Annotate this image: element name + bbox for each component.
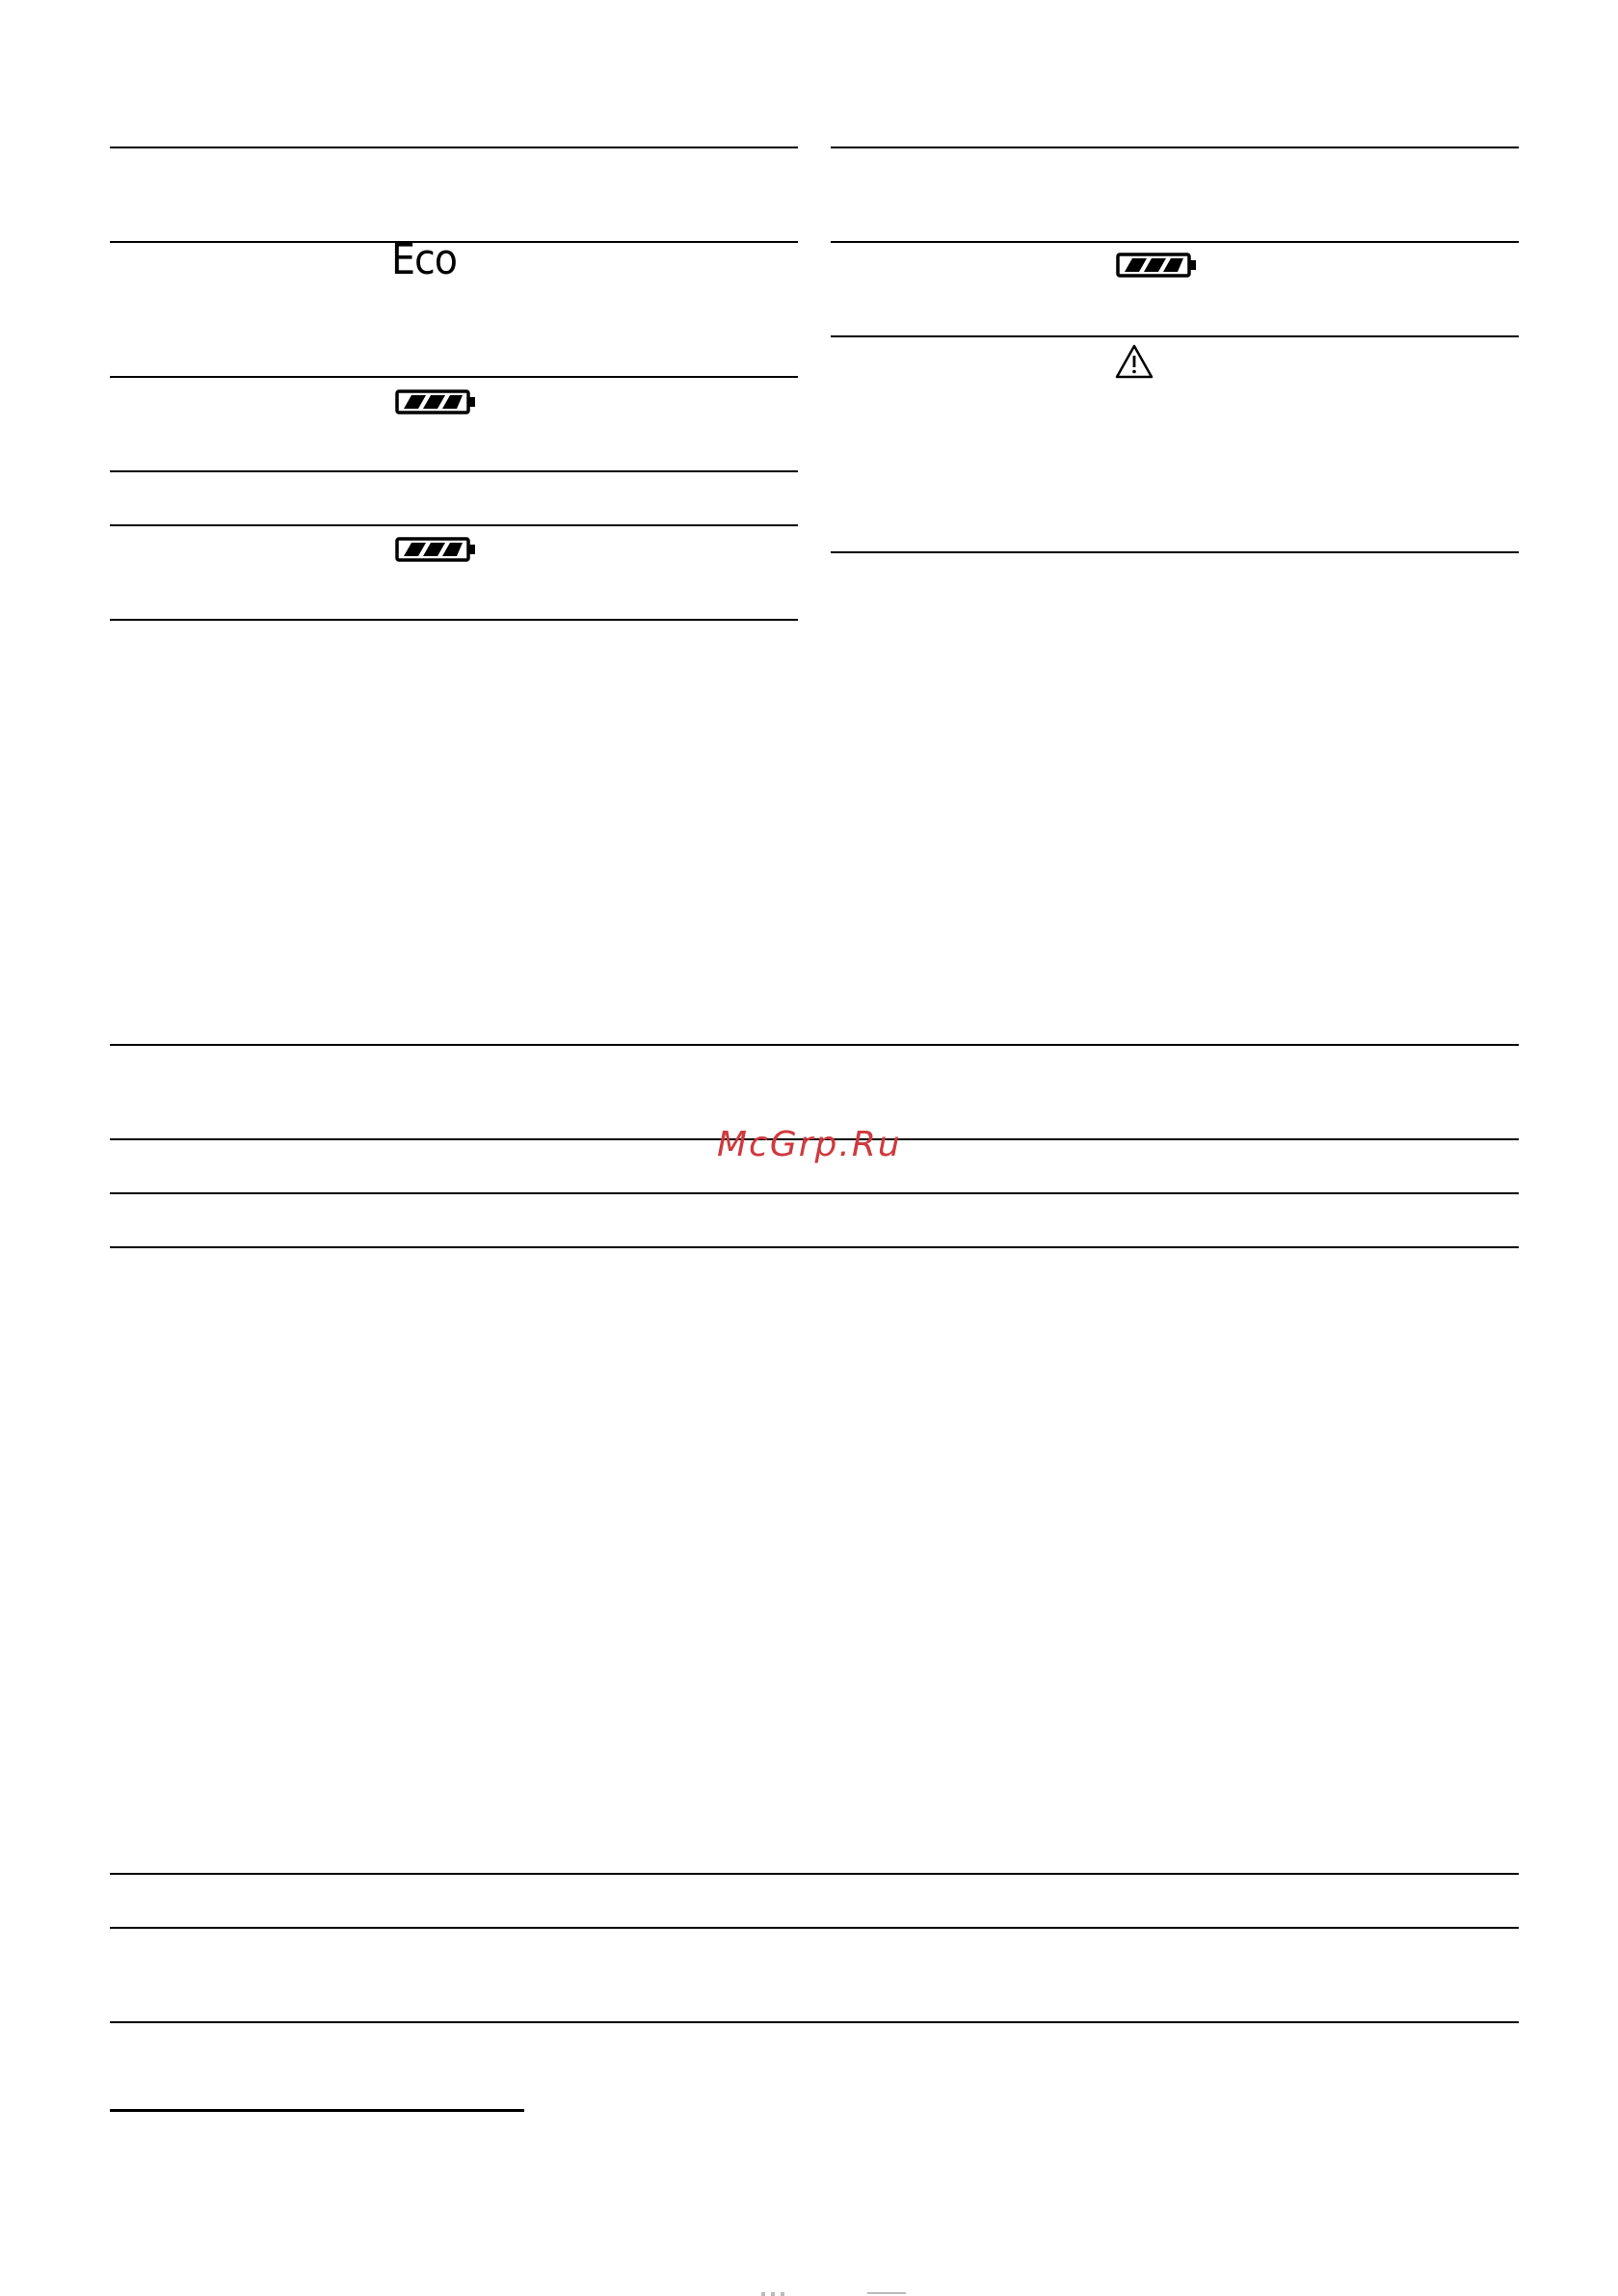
- table-rule: [831, 241, 1519, 243]
- page-footer-marks: [752, 2290, 925, 2296]
- table-rule: [831, 551, 1519, 553]
- table-rule: [110, 2021, 1519, 2023]
- table-rule: [110, 1192, 1519, 1194]
- battery-full-icon: [1116, 253, 1199, 278]
- table-rule: [110, 1927, 1519, 1929]
- table-rule: [110, 1246, 1519, 1248]
- table-rule: [110, 524, 798, 526]
- table-rule: [831, 147, 1519, 148]
- table-rule: [110, 619, 798, 621]
- warning-triangle-icon: [1114, 343, 1154, 380]
- table-rule: [110, 1873, 1519, 1875]
- table-rule: [831, 335, 1519, 337]
- table-rule: [110, 376, 798, 378]
- footnote-separator: [110, 2109, 524, 2112]
- eco-mode-label: Eco: [391, 235, 457, 284]
- table-rule: [110, 147, 798, 148]
- battery-full-icon: [395, 537, 478, 562]
- table-rule: [110, 470, 798, 472]
- watermark: McGrp.Ru: [717, 1125, 902, 1164]
- table-rule: [110, 1044, 1519, 1046]
- battery-full-icon: [395, 389, 478, 414]
